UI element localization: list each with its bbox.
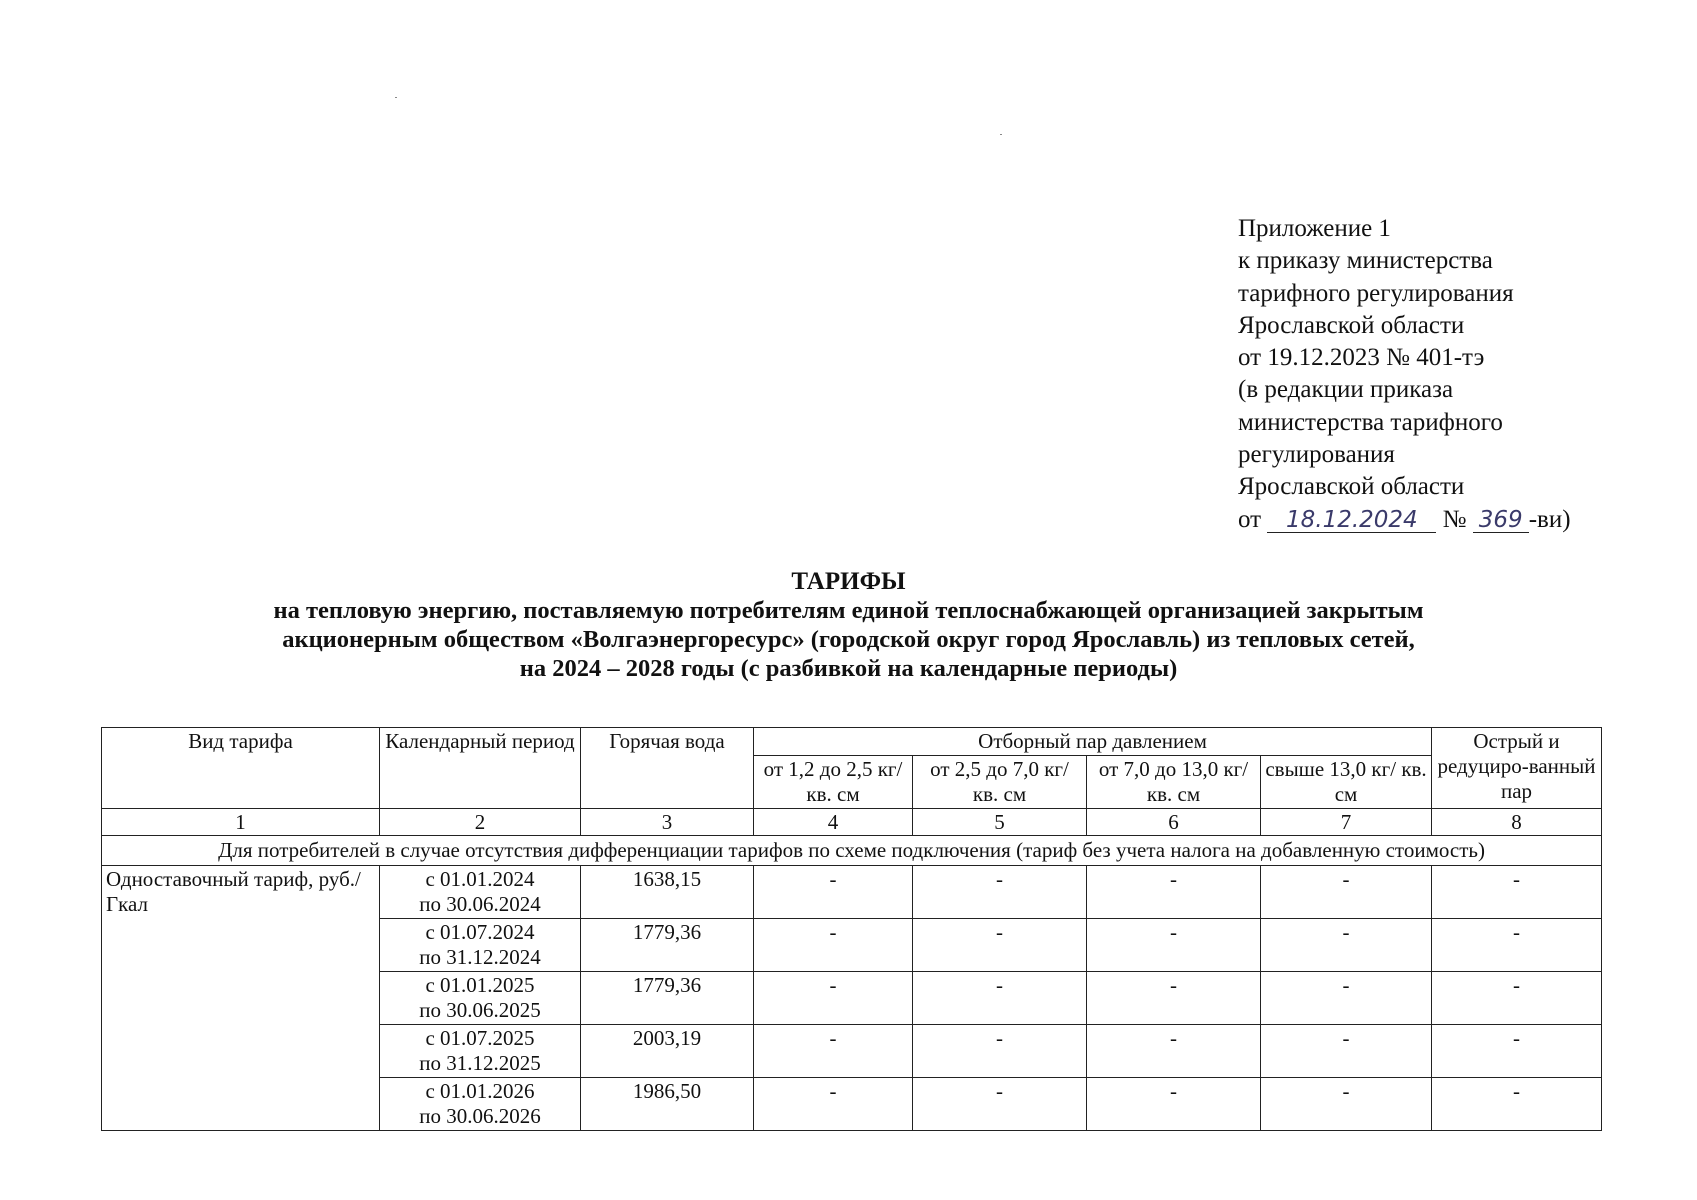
value-cell: - xyxy=(1261,866,1432,919)
title-line: акционерным обществом «Волгаэнергоресурс» (городской округ город Ярославль) из тепловых сетей, xyxy=(282,626,1415,653)
column-number: 4 xyxy=(754,809,913,836)
value-cell: - xyxy=(1261,972,1432,1025)
annex-header xyxy=(1238,213,1571,536)
table-row xyxy=(102,866,1602,919)
value-cell: - xyxy=(1261,1078,1432,1131)
scan-speck xyxy=(395,97,397,98)
column-number: 2 xyxy=(380,809,581,836)
column-number: 1 xyxy=(102,809,380,836)
annex-line: Ярославской области xyxy=(1238,311,1465,339)
value-cell: - xyxy=(1261,1025,1432,1078)
hot-water-value: 1638,15 xyxy=(581,866,754,919)
period-to: по 30.06.2025 xyxy=(419,998,541,1022)
hot-water-value: 2003,19 xyxy=(581,1025,754,1078)
scan-speck xyxy=(1000,134,1002,135)
value-cell: - xyxy=(913,972,1087,1025)
value-cell: - xyxy=(1432,919,1602,972)
value-cell: - xyxy=(1087,1025,1261,1078)
header-steam-group: Отборный пар давлением xyxy=(754,728,1432,756)
period-from: с 01.01.2024 xyxy=(425,867,535,891)
column-number: 5 xyxy=(913,809,1087,836)
period-to: по 31.12.2024 xyxy=(419,945,541,969)
handwritten-number: 369 xyxy=(1473,508,1529,533)
annex-line: Приложение 1 xyxy=(1238,215,1391,242)
period-to: по 31.12.2025 xyxy=(419,1051,541,1075)
annex-suffix: -ви) xyxy=(1528,505,1571,533)
column-number: 7 xyxy=(1261,809,1432,836)
column-number: 8 xyxy=(1432,809,1602,836)
value-cell: - xyxy=(754,1078,913,1131)
value-cell: - xyxy=(913,1078,1087,1131)
value-cell: - xyxy=(1087,1078,1261,1131)
header-pressure-1: от 1,2 до 2,5 кг/ кв. см xyxy=(754,756,913,809)
header-tariff-type: Вид тарифа xyxy=(102,728,380,809)
header-pressure-3: от 7,0 до 13,0 кг/ кв. см xyxy=(1087,756,1261,809)
annex-line: от 19.12.2023 № 401-тэ xyxy=(1238,344,1485,372)
document-title xyxy=(0,567,1697,683)
column-number: 6 xyxy=(1087,809,1261,836)
header-hot-water: Горячая вода xyxy=(581,728,754,809)
column-number-row xyxy=(102,809,1602,836)
period-from: с 01.07.2024 xyxy=(425,920,535,944)
value-cell: - xyxy=(754,1025,913,1078)
title-line: на 2024 – 2028 годы (с разбивкой на календарные периоды) xyxy=(519,655,1178,682)
period-to: по 30.06.2026 xyxy=(419,1104,541,1128)
hot-water-value: 1986,50 xyxy=(581,1078,754,1131)
period-from: с 01.01.2025 xyxy=(425,973,535,997)
value-cell: - xyxy=(1432,972,1602,1025)
period-cell xyxy=(380,866,581,919)
hot-water-value: 1779,36 xyxy=(581,919,754,972)
period-cell xyxy=(380,1025,581,1078)
period-cell xyxy=(380,919,581,972)
section-note: Для потребителей в случае отсутствия дифференциации тарифов по схеме подключения (тариф без учета налога на добавленную стоимость) xyxy=(102,836,1602,866)
header-pressure-2: от 2,5 до 7,0 кг/ кв. см xyxy=(913,756,1087,809)
value-cell: - xyxy=(1087,919,1261,972)
annex-line: (в редакции приказа xyxy=(1238,376,1454,404)
annex-amendment-line xyxy=(1238,504,1571,536)
value-cell: - xyxy=(913,1025,1087,1078)
column-number: 3 xyxy=(581,809,754,836)
header-period: Календарный период xyxy=(380,728,581,809)
value-cell: - xyxy=(913,919,1087,972)
title-line: на тепловую энергию, поставляемую потребителям единой теплоснабжающей организацией закрытым xyxy=(273,597,1424,624)
handwritten-date: 18.12.2024 xyxy=(1267,508,1436,533)
value-cell: - xyxy=(913,866,1087,919)
period-cell xyxy=(380,972,581,1025)
value-cell: - xyxy=(1087,972,1261,1025)
value-cell: - xyxy=(754,919,913,972)
period-cell xyxy=(380,1078,581,1131)
annex-line: регулирования xyxy=(1238,441,1395,469)
number-sign: № xyxy=(1442,505,1467,533)
annex-line: к приказу министерства xyxy=(1238,247,1493,275)
value-cell: - xyxy=(1432,1025,1602,1078)
value-cell: - xyxy=(1261,919,1432,972)
value-cell: - xyxy=(1087,866,1261,919)
value-cell: - xyxy=(1432,1078,1602,1131)
tariff-name: Одноставочный тариф, руб./Гкал xyxy=(102,866,380,1131)
period-to: по 30.06.2024 xyxy=(419,892,541,916)
tariffs-table xyxy=(101,727,1602,1131)
annex-prefix: от xyxy=(1238,505,1262,533)
header-pressure-4: свыше 13,0 кг/ кв. см xyxy=(1261,756,1432,809)
title-main: ТАРИФЫ xyxy=(791,568,906,595)
hot-water-value: 1779,36 xyxy=(581,972,754,1025)
value-cell: - xyxy=(1432,866,1602,919)
annex-line: министерства тарифного xyxy=(1238,408,1503,436)
period-from: с 01.07.2025 xyxy=(425,1026,535,1050)
value-cell: - xyxy=(754,866,913,919)
annex-line: Ярославской области xyxy=(1238,473,1465,501)
period-from: с 01.01.2026 xyxy=(425,1079,535,1103)
section-note-row xyxy=(102,836,1602,866)
header-row xyxy=(102,728,1602,756)
annex-line: тарифного регулирования xyxy=(1238,279,1514,307)
value-cell: - xyxy=(754,972,913,1025)
header-sharp-steam: Острый и редуциро-ванный пар xyxy=(1432,728,1602,809)
